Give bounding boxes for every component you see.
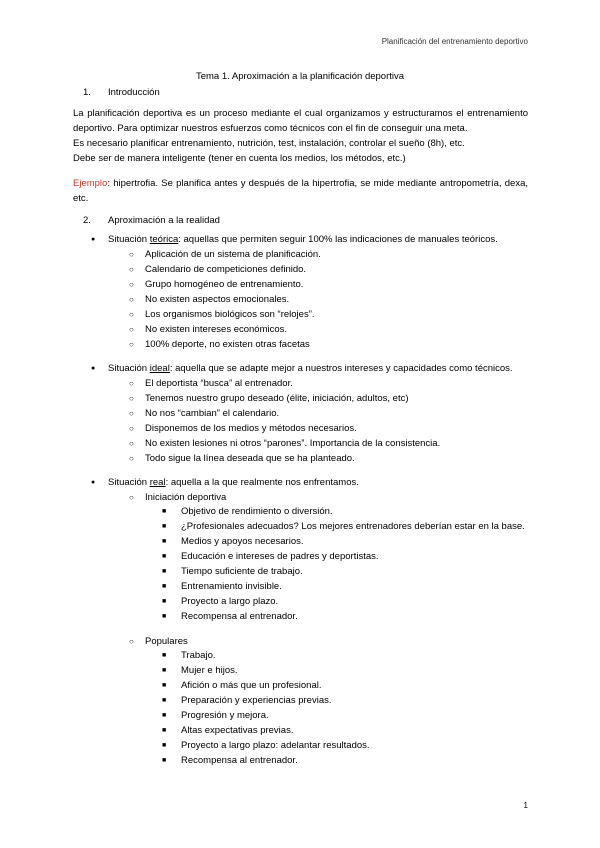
teorica-list-item: ○ Aplicación de un sistema de planificación. — [129, 247, 321, 262]
populares-sublist — [162, 648, 370, 768]
situation-real — [91, 475, 359, 490]
iniciacion-group — [129, 490, 226, 505]
situation-teorica — [91, 232, 498, 247]
populares-list-item: ■ Proyecto a largo plazo: adelantar resultados. — [162, 738, 370, 753]
ideal-sublist — [129, 376, 440, 466]
situation-teorica-item: ● Situación teórica: aquellas que permiten seguir 100% las indicaciones de manuales teóricos. — [91, 232, 498, 247]
ideal-list-item: ○ El deportista “busca” al entrenador. — [129, 376, 440, 391]
page-number: 1 — [523, 801, 528, 810]
example-paragraph — [73, 176, 528, 206]
iniciacion-label: ○ Iniciación deportiva — [129, 490, 226, 505]
section-1-heading — [83, 87, 160, 98]
iniciacion-list-item: ■ Proyecto a largo plazo. — [162, 594, 525, 609]
keyword-real: real — [149, 477, 166, 488]
iniciacion-list-item: ■ Entrenamiento invisible. — [162, 579, 525, 594]
teorica-list-item: ○ Grupo homogéneo de entrenamiento. — [129, 277, 321, 292]
intro-paragraph: La planificación deportiva es un proceso mediante el cual organizamos y estructuramos el entrenamiento deportivo. Para optimizar nuestros esfuerzos como técnicos con el fin de conseguir una meta. — [73, 108, 528, 134]
teorica-list-item: ○ No existen aspectos emocionales. — [129, 292, 321, 307]
teorica-list-item: ○ No existen intereses económicos. — [129, 322, 321, 337]
section-1-title: Introducción — [108, 87, 160, 98]
populares-list-item: ■ Trabajo. — [162, 648, 370, 663]
document-title: Tema 1. Aproximación a la planificación deportiva — [195, 71, 405, 82]
populares-list-item: ■ Afición o más que un profesional. — [162, 678, 370, 693]
iniciacion-list-item: ■ Medios y apoyos necesarios. — [162, 534, 525, 549]
populares-label: ○ Populares — [129, 634, 188, 649]
section-2-number: 2. — [83, 215, 91, 226]
intro-line-2: Es necesario planificar entrenamiento, nutrición, test, instalación, controlar el sueño (8h), etc. — [73, 138, 465, 149]
populares-list-item: ■ Progresión y mejora. — [162, 708, 370, 723]
situation-ideal-item: ● Situación ideal: aquella que se adapte mejor a nuestros intereses y capacidades como técnicos. — [91, 361, 513, 376]
running-header: Planificación del entrenamiento deportivo — [381, 37, 528, 46]
populares-list-item: ■ Recompensa al entrenador. — [162, 753, 370, 768]
ideal-list-item: ○ No existen lesiones ni otros “parones”. Importancia de la consistencia. — [129, 436, 440, 451]
iniciacion-list-item: ■ Tiempo suficiente de trabajo. — [162, 564, 525, 579]
example-label: Ejemplo — [73, 178, 108, 189]
intro-line-3: Debe ser de manera inteligente (tener en cuenta los medios, los métodos, etc.) — [73, 153, 406, 164]
ideal-list-item: ○ Todo sigue la línea deseada que se ha planteado. — [129, 451, 440, 466]
teorica-list-item: ○ Los organismos biológicos son “relojes”. — [129, 307, 321, 322]
teorica-sublist — [129, 247, 321, 352]
teorica-list-item: ○ Calendario de competiciones definido. — [129, 262, 321, 277]
iniciacion-list-item: ■ ¿Profesionales adecuados? Los mejores entrenadores deberían estar en la base. — [162, 519, 525, 534]
populares-list-item: ■ Preparación y experiencias previas. — [162, 693, 370, 708]
ideal-list-item: ○ No nos “cambian” el calendario. — [129, 406, 440, 421]
populares-list-item: ■ Mujer e hijos. — [162, 663, 370, 678]
populares-group — [129, 634, 188, 649]
section-1-number: 1. — [83, 87, 91, 98]
ideal-list-item: ○ Tenemos nuestro grupo deseado (élite, iniciación, adultos, etc) — [129, 391, 440, 406]
iniciacion-list-item: ■ Objetivo de rendimiento o diversión. — [162, 504, 525, 519]
situation-ideal — [91, 361, 513, 376]
keyword-teorica: teórica — [149, 234, 179, 245]
iniciacion-list-item: ■ Educación e intereses de padres y deportistas. — [162, 549, 525, 564]
teorica-list-item: ○ 100% deporte, no existen otras facetas — [129, 337, 321, 352]
situation-real-item: ● Situación real: aquella a la que realmente nos enfrentamos. — [91, 475, 359, 490]
keyword-ideal: ideal — [149, 363, 170, 374]
iniciacion-sublist — [162, 504, 525, 624]
section-2-heading — [83, 215, 220, 226]
ideal-list-item: ○ Disponemos de los medios y métodos necesarios. — [129, 421, 440, 436]
section-2-title: Aproximación a la realidad — [108, 215, 220, 226]
example-text: : hipertrofia. Se planifica antes y después de la hipertrofia, se mide mediante antropometría, dexa, etc. — [73, 178, 528, 204]
populares-list-item: ■ Altas expectativas previas. — [162, 723, 370, 738]
iniciacion-list-item: ■ Recompensa al entrenador. — [162, 609, 525, 624]
